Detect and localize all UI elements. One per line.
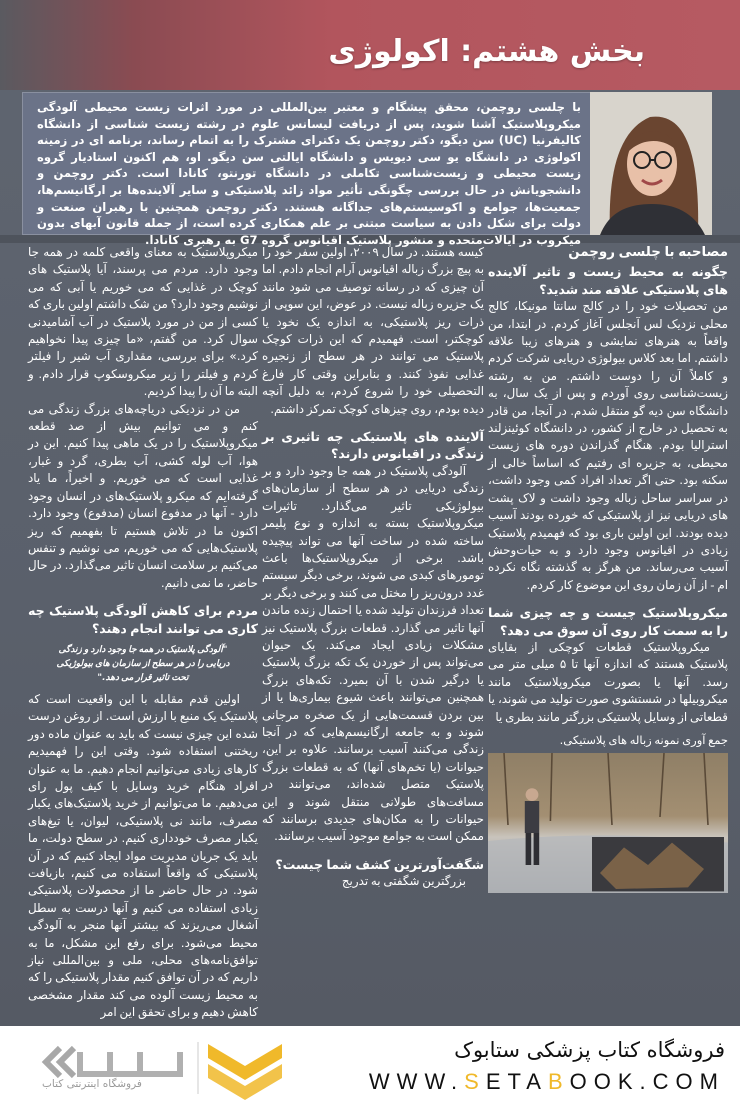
column-middle bbox=[262, 244, 484, 891]
answer: اولین قدم مقابله با این واقعیت است که پلاستیک یک منبع با ارزش است. از روغن درست شده این چیزی نیست که باید به عنوان ماده دور ریختنی استفاده شود. وقتی این را فهمیدیم کارهای زیادی می‌توانیم انجام دهیم. ما به عنوان افراد هنگام خرید وسایل با کیف پول رای می‌دهیم. ما می‌توانیم از خرید پلاستیک‌های یکبار مصرف، مانند نی پلاستیکی، لیوان، یا تیغ‌های یکبار مصرف خودداری کنیم. در سطح دولت، ما باید یک جریان مدیریت مواد ایجاد کنیم که در آن پلاستیکی که واقعاً استفاده می کنیم، بازیافت شود. در حال حاضر ما از محصولات پلاستیکی زیادی استفاده می کنیم و آنها درست به سطل آشغال می‌ریزند که بیشتر آنها منجر به آلودگی محیط می‌شود. برای رفع این مشکل، ما به توافق‌نامه‌های محلی، ملی و بین‌المللی نیاز داریم که در آن توافق کنیم مقدار پلاستیکی را که به محیط زیست آلوده می کند مقدار مشخصی کاهش دهیم و برای تحقق این امر bbox=[28, 691, 258, 1020]
url-part: ETA bbox=[485, 1068, 548, 1094]
question: چگونه به محیط زیست و تاثیر آلاینده های پلاستیکی علاقه مند شدید؟ bbox=[488, 264, 728, 297]
paragraph: من در نزدیکی دریاچه‌های بزرگ زندگی می کنم و می توانیم بیش از صد قطعه میکروپلاستیک را در یک ماهی پیدا کنیم. این در هوا، آب لوله کشی، آب بطری، گرد و غبار، غذایی است که می خوریم. و اخیراً، ما یاد گرفته‌ایم که میکرو پلاستیک‌های در انسان وجود دارد - آنها در مدفوع انسان (مدفوع) وجود دارد. اکنون ما در تلاش هستیم تا بفهمیم که ریز پلاستیک‌هایی که می خوریم، می نوشیم و تنفس می‌کنیم بر سلامت انسان تاثیر می‌گذارد. در حال حاضر، ما نمی دانیم. bbox=[28, 401, 258, 590]
answer: من تحصیلات خود را در کالج سانتا مونیکا، کالج محلی نزدیک لس آنجلس آغاز کردم. در ابتدا، من واقعاً به هنرهای نمایشی و هنرهای زیبا علاقه داشتم. اما بعد کلاس بیولوژی دریایی شرکت کردم و کاملاً آن را دوست داشتم. من به رشته زیست‌شناسی روی آوردم و پس از یک سال، به دانشگاه سن دیه گو منتقل شدم. در آنجا، من قادر به تحصیل در خارج از کشور، در دانشگاه کوئینزلند استرالیا بودم. هنگام گذراندن دوره های زیست محیطی، به جزیره ای رفتیم که اساساً خالی از سکنه بود. حتی اگر تعداد افراد کمی وجود داشت، در سراسر ساحل زباله وجود داشت و لاک پشت های دریایی نیز از پلاستیکی که خورده بودند آسیب دیده بودند. این اولین باری بود که فهمیدم پلاستیک زیادی در اقیانوس وجود دارد و به حیات‌وحش آسیب می‌رساند. من هرگز به گذشته نگاه نکرده ام - از آن زمان روی این موضوع کار کردم. bbox=[488, 299, 728, 592]
photo-caption: جمع آوری نمونه زباله های پلاستیکی. bbox=[559, 732, 728, 747]
article-columns bbox=[0, 244, 740, 1026]
question: شگفت‌آورترین کشف شما چیست؟ bbox=[275, 856, 484, 872]
pull-quote: "آلودگی پلاستیک در همه جا وجود دارد و زندگی دریایی را در هر سطح از سازمان های بیولوژیکی تحت تاثیر قرار می دهد." bbox=[56, 644, 230, 683]
url-part: WWW. bbox=[368, 1068, 465, 1094]
store-name: فروشگاه کتاب پزشکی ستابوک bbox=[454, 1037, 725, 1062]
answer: بزرگترین شگفتی به تدریج bbox=[341, 874, 466, 889]
url-part: S bbox=[464, 1068, 486, 1094]
footer-banner bbox=[0, 1026, 740, 1106]
setabook-logo bbox=[30, 1034, 290, 1100]
question: میکروپلاستیک چیست و چه چیزی شما را به سمت کار روی آن سوق می دهد؟ bbox=[488, 605, 728, 638]
paragraph: کیسه هستند. در سال ۲۰۰۹، اولین سفر خود را به پیچ بزرگ زباله اقیانوس آرام انجام دادم. اما آن چیزی که در رسانه توصیف می شود مانند یک جزیره زباله نیست. در عوض، این سوپی از ذرات ریز پلاستیکی، به اندازه یک نخود یا کوچکتر، است. فهمیدم که این ذرات کوچک پلاستیک می توانند در هر سطح از زنجیره غذایی نفوذ کنند. و بنابراین وقتی کار فارغ التحصیلی خود را شروع کردم، به دلیل آنچه دیده بودم، روی چیزهای کوچک تمرکز داشتم. bbox=[262, 245, 484, 416]
interview-heading: مصاحبه با چلسی روچمن bbox=[568, 245, 728, 260]
question: آلاینده های پلاستیکی چه تاثیری بر زندگی در اقیانوس دارند؟ bbox=[262, 429, 484, 462]
section-title: بخش هشتم: اکولوژی bbox=[328, 34, 645, 69]
column-right bbox=[488, 244, 728, 893]
answer: میکروپلاستیک قطعات کوچکی از بقایای پلاستیک هستند که اندازه آنها تا ۵ میلی متر می رسد. آنها یا بصورت میکروپلاستیک مانند میکروبیلها در شستشوی صورت تولید می شوند، یا قطعاتی از وسایل پلاستیکی بزرگتر مانند بطری یا bbox=[488, 639, 728, 724]
store-url[interactable] bbox=[369, 1069, 725, 1095]
logo-subtitle: فروشگاه اینترنتی کتاب bbox=[42, 1077, 142, 1090]
bio-box: با چلسی روچمن، محقق پیشگام و معتبر بین‌المللی در مورد اثرات زیست محیطی آلودگی میکروپلاستیک آشنا شوید، پس از دریافت لیسانس علوم در رشته زیست شناسی از دانشگاه کالیفرنیا (UC) سن دیگو، دکتر روچمن یک دکترای مشترک را به اتمام رساند، برنامه ای در زمینه اکولوژی در دانشگاه یو سی دیویس و دانشگاه ایالتی سن دیگو. او، هم اکنون استادیار گروه زیست محیطی و زیست‌شناسی تکاملی در دانشگاه تورنتو، کانادا است. دکتر روچمن و دانشجویانش در حال بررسی چگونگی تأثیر مواد زائد پلاستیکی و سایر آلاینده‌ها بر ارگانیسم‌ها، جمعیت‌ها، جوامع و اکوسیستم‌های جداگانه هستند. دکتر روچمن همچنین با رهبران صنعت و دولت برای شکل دادن به سیاست مبتنی بر علم همکاری کرده است، از جمله قانون آبهای بدون میکروب در ایالات‌متحده و منشور پلاستیک اقیانوس گروه G7 به رهبری کانادا. bbox=[22, 92, 592, 235]
url-part: OOK.COM bbox=[569, 1068, 725, 1094]
portrait-photo bbox=[590, 92, 712, 235]
answer: آلودگی پلاستیک در همه جا وجود دارد و بر زندگی دریایی در هر سطح از سازمان‌های بیولوژیکی تاثیر می‌گذارد. تاثیرات میکروپلاستیک بسته به اندازه و نوع پلیمر ساخته شده در ساخت آنها می تواند پیچیده باشد. برخی از میکروپلاستیک‌ها باعث تومورهای کبدی می شوند، برخی دیگر سیستم غدد درون‌ریز را مختل می کنند و برخی دیگر بر تعداد فرزندان تولید شده یا احتمال زنده ماندن آنها تاثیر می گذارد. قطعات بزرگ پلاستیک نیز مشکلات زیادی ایجاد می‌کند. یک حیوان می‌تواند پس از خوردن یک تکه بزرگ پلاستیک یا درگیر شدن با آن بمیرد. تکه‌های بزرگ همچنین می‌توانند باعث شیوع بیماری‌ها یا از بین بردن قسمت‌هایی از یک صخره مرجانی شوند و به جامعه ارگانیسم‌هایی که در آنجا زندگی می‌کنند آسیب برسانند. علاوه بر این، حیوانات (یا تخم‌های آنها) که به قطعات بزرگ پلاستیک متصل شده‌اند، می‌توانند در مسافت‌های طولانی منتقل شوند و این حیوانات را به مکان‌های جدیدی برسانند که ممکن است به جوامع موجود آسیب برسانند. bbox=[262, 463, 484, 844]
question: مردم برای کاهش آلودگی پلاستیک چه کاری می توانند انجام دهند؟ bbox=[28, 603, 258, 636]
paragraph: میکروپلاستیک به معنای واقعی کلمه در همه جا وجود دارد. مردم می پرسند، آیا پلاستیک های کوچک در غذایی که می خوریم یا آبی که می نوشیم وجود دارد؟ من شک داشتم اولین باری که کسی از من در مورد پلاستیک در آب آشامیدنی سوال کرد. من گفتم، «ما چیزی پیدا نخواهیم کرد.» برای بررسی، مقداری آب شیر را فیلتر کردم و فیلتر را زیر میکروسکوپ قرار دادم. و البته ما آن را پیدا کردیم. bbox=[28, 245, 258, 399]
column-left bbox=[28, 244, 258, 1022]
url-part: B bbox=[547, 1068, 570, 1094]
river-sampling-photo bbox=[488, 753, 728, 893]
